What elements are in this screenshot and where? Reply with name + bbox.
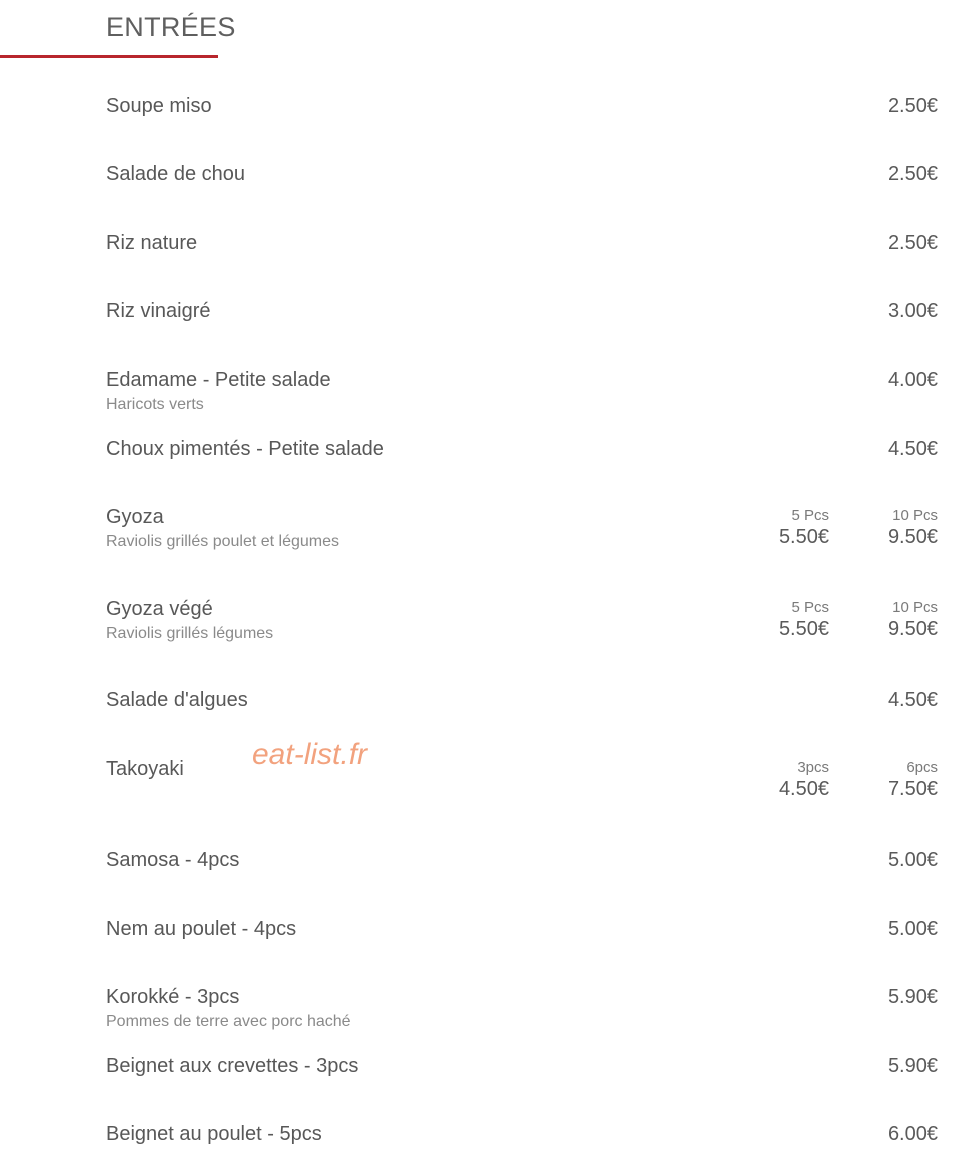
item-price: 5.90€ [887, 1055, 938, 1077]
item-name: Beignet aux crevettes - 3pcs [106, 1055, 359, 1077]
item-price: 5.00€ [887, 849, 938, 871]
size-option [888, 507, 938, 549]
item-price: 2.50€ [887, 95, 938, 117]
size-option [888, 759, 938, 801]
item-price: 5.90€ [887, 986, 938, 1008]
item-price: 5.00€ [887, 918, 938, 940]
size-price: 9.50€ [887, 526, 938, 548]
item-name: Nem au poulet - 4pcs [106, 918, 297, 940]
size-label: 10 Pcs [892, 599, 938, 616]
size-price: 5.50€ [778, 618, 829, 640]
size-label: 10 Pcs [892, 507, 938, 524]
item-price: 2.50€ [887, 232, 938, 254]
item-name: Gyoza végé [106, 598, 213, 620]
item-name: Choux pimentés - Petite salade [106, 438, 384, 460]
item-name: Edamame - Petite salade [106, 369, 331, 391]
item-description: Pommes de terre avec porc haché [106, 1013, 351, 1030]
watermark: eat-list.fr [252, 738, 368, 771]
item-price: 6.00€ [887, 1123, 938, 1145]
size-label: 5 Pcs [791, 599, 829, 616]
item-name: Salade d'algues [106, 689, 248, 711]
size-option [779, 507, 829, 549]
size-label: 5 Pcs [791, 507, 829, 524]
item-price: 2.50€ [887, 163, 938, 185]
size-price: 9.50€ [887, 618, 938, 640]
item-price: 4.00€ [887, 369, 938, 391]
item-name: Soupe miso [106, 95, 212, 117]
item-price: 4.50€ [887, 689, 938, 711]
size-label: 3pcs [797, 759, 829, 776]
item-price: 4.50€ [887, 438, 938, 460]
item-name: Beignet au poulet - 5pcs [106, 1123, 322, 1145]
size-price: 7.50€ [887, 778, 938, 800]
size-price: 4.50€ [778, 778, 829, 800]
size-option [779, 759, 829, 801]
item-name: Riz vinaigré [106, 300, 211, 322]
size-price: 5.50€ [778, 526, 829, 548]
item-description: Haricots verts [106, 396, 204, 413]
item-name: Samosa - 4pcs [106, 849, 240, 871]
item-description: Raviolis grillés légumes [106, 625, 274, 642]
item-name: Gyoza [106, 506, 164, 528]
size-option [888, 599, 938, 641]
item-name: Korokké - 3pcs [106, 986, 240, 1008]
item-price: 3.00€ [887, 300, 938, 322]
title-underline [0, 55, 218, 58]
section-title: ENTRÉES [106, 12, 236, 42]
item-name: Riz nature [106, 232, 198, 254]
size-option [779, 599, 829, 641]
item-name: Takoyaki [106, 758, 184, 780]
size-label: 6pcs [906, 759, 938, 776]
item-name: Salade de chou [106, 163, 246, 185]
item-description: Raviolis grillés poulet et légumes [106, 533, 339, 550]
